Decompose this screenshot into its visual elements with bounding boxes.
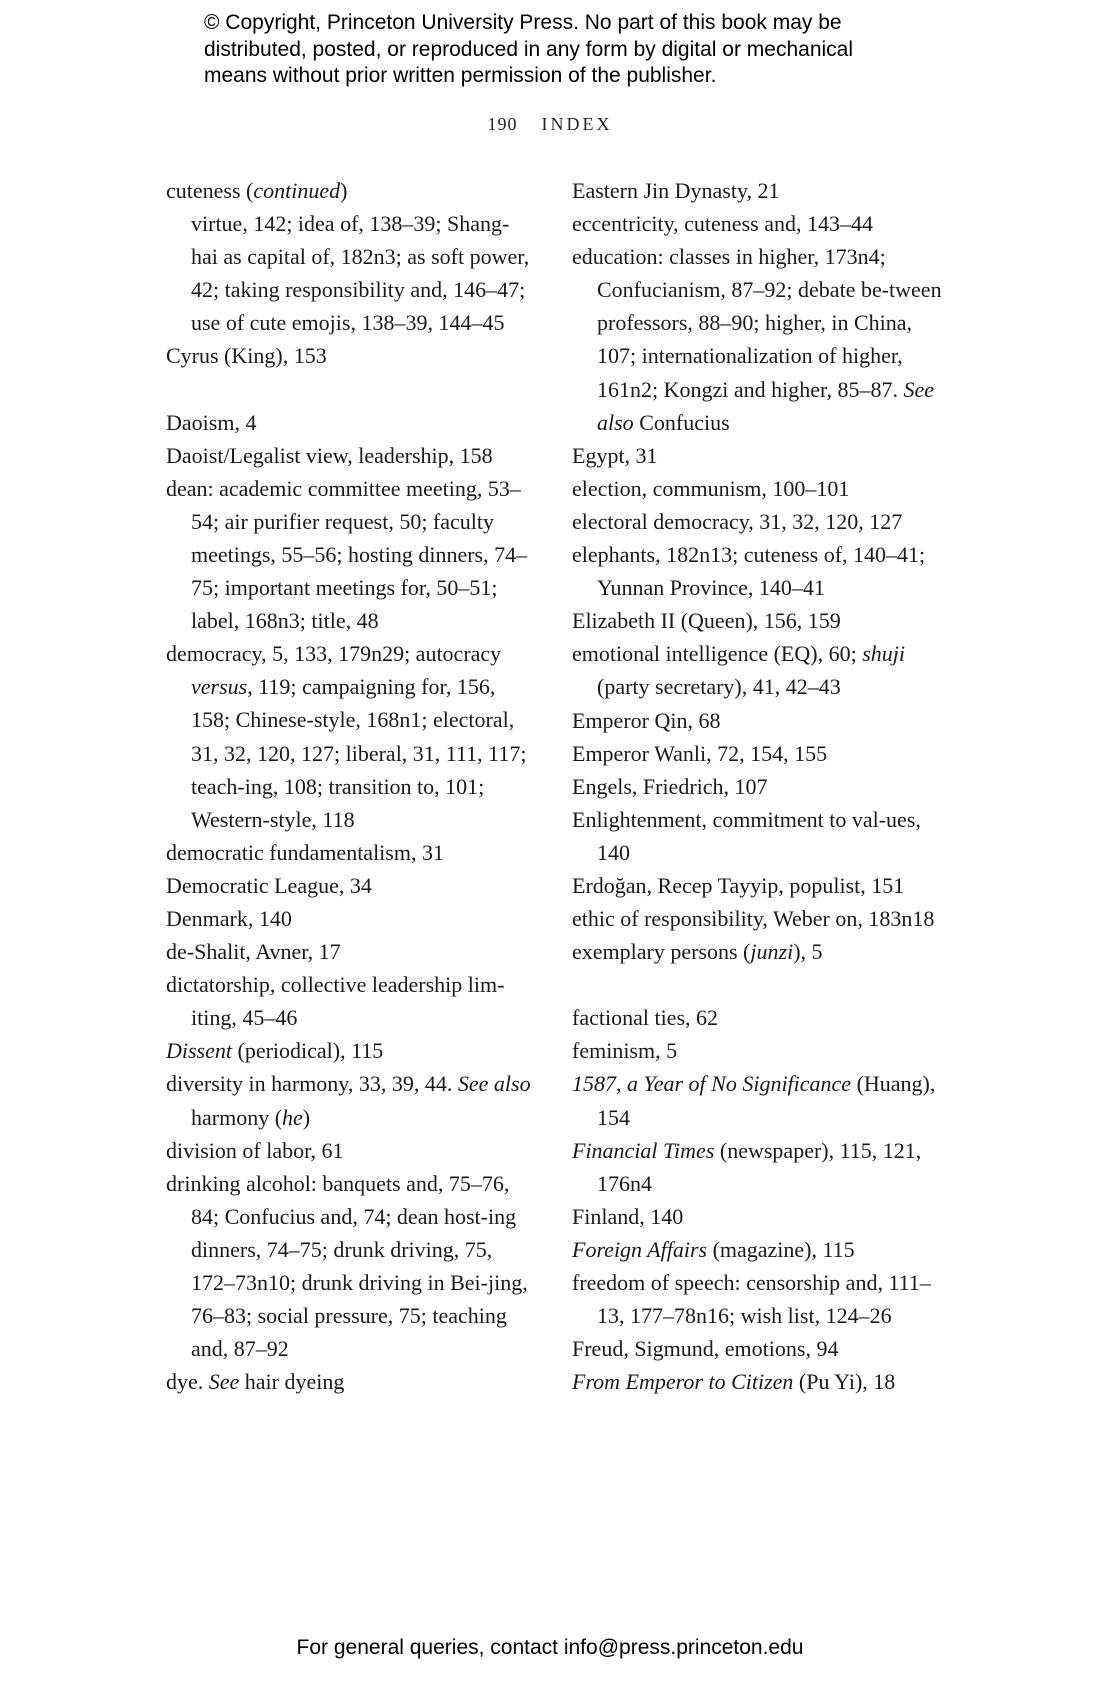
index-entry: Democratic League, 34 bbox=[166, 872, 372, 898]
index-entry: dictatorship, collective leadership lim-iting, 45–46 bbox=[166, 972, 505, 1031]
index-entry: education: classes in higher, 173n4; Confucianism, 87–92; debate be-tween professors, 88–90; higher, in China, 107; internationalization of higher, 161n2; Kongzi and higher, 85–87. See also Confucius bbox=[572, 244, 942, 435]
index-entry: diversity in harmony, 33, 39, 44. See also harmony (he) bbox=[166, 1071, 531, 1130]
letter-group-gap bbox=[166, 373, 536, 406]
index-column-left bbox=[166, 174, 536, 1398]
index-entry: election, communism, 100–101 bbox=[572, 475, 850, 501]
index-entry: Cyrus (King), 153 bbox=[166, 343, 327, 369]
index-entry: Daoism, 4 bbox=[166, 409, 257, 435]
index-entry: Finland, 140 bbox=[572, 1203, 684, 1229]
index-entry: Denmark, 140 bbox=[166, 905, 292, 931]
letter-group-gap bbox=[572, 968, 942, 1001]
index-entry: eccentricity, cuteness and, 143–44 bbox=[572, 211, 873, 237]
index-column-right bbox=[572, 174, 942, 1398]
index-entry: factional ties, 62 bbox=[572, 1005, 719, 1031]
index-entry: electoral democracy, 31, 32, 120, 127 bbox=[572, 508, 903, 534]
index-entry: Freud, Sigmund, emotions, 94 bbox=[572, 1336, 839, 1362]
index-entry: Enlightenment, commitment to val-ues, 140 bbox=[572, 806, 921, 865]
index-entry: Engels, Friedrich, 107 bbox=[572, 773, 768, 799]
index-entry: exemplary persons (junzi), 5 bbox=[572, 939, 823, 965]
running-head bbox=[0, 114, 1100, 135]
index-entry: Eastern Jin Dynasty, 21 bbox=[572, 178, 780, 203]
index-entry: From Emperor to Citizen (Pu Yi), 18 bbox=[572, 1369, 896, 1395]
running-head-title: INDEX bbox=[541, 114, 613, 134]
index-entry: Elizabeth II (Queen), 156, 159 bbox=[572, 608, 841, 634]
index-entry: Egypt, 31 bbox=[572, 442, 658, 468]
index-entry: elephants, 182n13; cuteness of, 140–41; Yunnan Province, 140–41 bbox=[572, 542, 926, 601]
page-number: 190 bbox=[487, 114, 518, 134]
copyright-notice: © Copyright, Princeton University Press. No part of this book may be distributed, posted, or reproduced in any form by digital or mechanical means without prior written permission of the publisher. bbox=[204, 11, 854, 87]
index-entry: virtue, 142; idea of, 138–39; Shang-hai as capital of, 182n3; as soft power, 42; taking responsibility and, 146–47; use of cute emojis, 138–39, 144–45 bbox=[191, 211, 530, 336]
index-entry: division of labor, 61 bbox=[166, 1137, 344, 1163]
index-entry: Foreign Affairs (magazine), 115 bbox=[572, 1236, 855, 1262]
index-entry: drinking alcohol: banquets and, 75–76, 84; Confucius and, 74; dean host-ing dinners, 74–75; drunk driving, 75, 172–73n10; drunk driving in Bei-jing, 76–83; social pressure, 75; teaching and, 87–92 bbox=[166, 1170, 528, 1362]
index-entry: dean: academic committee meeting, 53–54; air purifier request, 50; faculty meetings, 55–56; hosting dinners, 74–75; important meetings for, 50–51; label, 168n3; title, 48 bbox=[166, 475, 528, 634]
index-entry: dye. See hair dyeing bbox=[166, 1369, 345, 1395]
index-entry: democracy, 5, 133, 179n29; autocracy versus, 119; campaigning for, 156, 158; Chinese-style, 168n1; electoral, 31, 32, 120, 127; liberal, 31, 111, 117; teach-ing, 108; transition to, 101; Western-style, 118 bbox=[166, 641, 527, 832]
index-entry: Emperor Qin, 68 bbox=[572, 707, 721, 733]
index-entry: cuteness (continued) bbox=[166, 178, 348, 203]
index-entry: ethic of responsibility, Weber on, 183n18 bbox=[572, 906, 935, 932]
index-entry: Daoist/Legalist view, leadership, 158 bbox=[166, 442, 493, 468]
index-entry: democratic fundamentalism, 31 bbox=[166, 839, 444, 865]
index-entry: Dissent (periodical), 115 bbox=[166, 1038, 384, 1064]
index-entry: 1587, a Year of No Significance (Huang), 154 bbox=[572, 1071, 936, 1130]
index-entry: freedom of speech: censorship and, 111–13, 177–78n16; wish list, 124–26 bbox=[572, 1270, 931, 1329]
index-entry: de-Shalit, Avner, 17 bbox=[166, 939, 341, 965]
index-entry: Erdoğan, Recep Tayyip, populist, 151 bbox=[572, 872, 905, 898]
index-entry: Emperor Wanli, 72, 154, 155 bbox=[572, 740, 828, 766]
index-entry: emotional intelligence (EQ), 60; shuji (party secretary), 41, 42–43 bbox=[572, 641, 905, 700]
index-entry: Financial Times (newspaper), 115, 121, 176n4 bbox=[572, 1137, 922, 1196]
index-entry: feminism, 5 bbox=[572, 1038, 678, 1064]
footer-contact: For general queries, contact info@press.princeton.edu bbox=[296, 1636, 804, 1659]
